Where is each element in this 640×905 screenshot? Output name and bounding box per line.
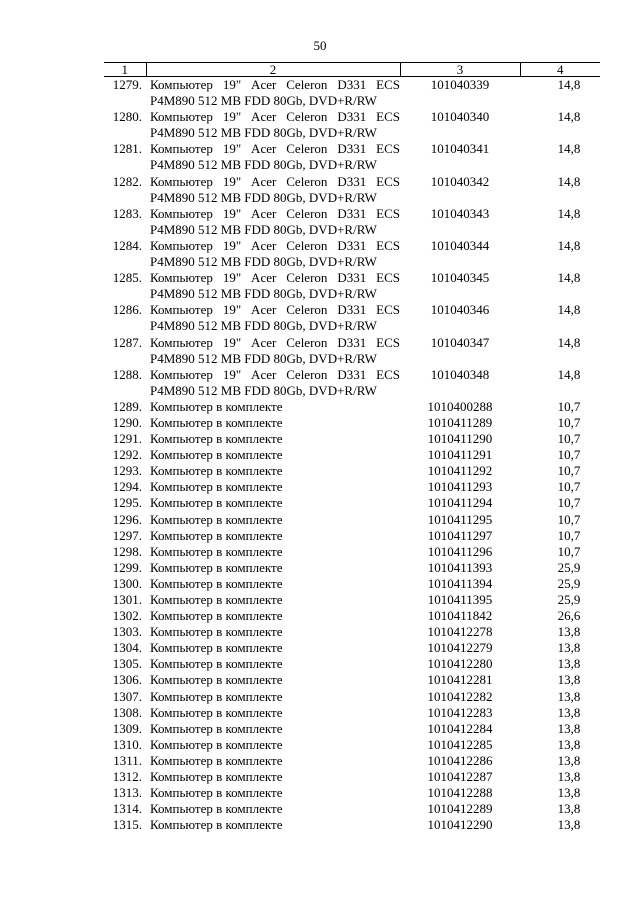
header-col-3: 3 [400, 63, 520, 77]
table-row [104, 399, 600, 415]
row-number: 1297. [112, 527, 142, 543]
inventory-code: 1010412290 [427, 817, 493, 833]
table-row [104, 785, 600, 801]
table-row [104, 753, 600, 769]
item-name [146, 672, 400, 688]
row-number: 1281. [112, 141, 142, 157]
table-row [104, 77, 600, 110]
row-number: 1287. [112, 334, 142, 350]
item-name [146, 447, 400, 463]
item-name-line-2: P4M890 512 MB FDD 80Gb, DVD+R/RW [150, 286, 377, 302]
inventory-code: 1010412284 [427, 720, 493, 736]
table-row [104, 721, 600, 737]
table-row [104, 174, 600, 206]
table-row [104, 608, 600, 624]
inventory-code: 101040348 [430, 366, 490, 382]
item-value: 13,8 [557, 752, 581, 768]
row-number: 1284. [112, 237, 142, 253]
item-value: 10,7 [557, 527, 581, 543]
table-row [104, 335, 600, 367]
inventory-code: 1010412285 [427, 736, 493, 752]
inventory-code: 101040345 [430, 270, 490, 286]
item-name [146, 302, 400, 334]
row-number: 1304. [112, 640, 142, 656]
table-row [104, 656, 600, 672]
item-name [146, 479, 400, 495]
item-name-line-1: Компьютер в комплекте [150, 398, 283, 414]
item-name [146, 141, 400, 173]
item-name [146, 769, 400, 785]
item-name [146, 721, 400, 737]
table-header [104, 63, 600, 77]
item-value: 13,8 [557, 672, 581, 688]
item-value: 10,7 [557, 495, 581, 511]
row-number: 1293. [112, 463, 142, 479]
item-value: 10,7 [557, 447, 581, 463]
row-number: 1308. [112, 704, 142, 720]
item-value: 14,8 [557, 205, 581, 221]
item-name-line-1: Компьютер 19" Acer Celeron D331 ECS [150, 205, 400, 221]
item-value: 13,8 [557, 785, 581, 801]
item-name-line-1: Компьютер в комплекте [150, 431, 283, 447]
item-name-line-1: Компьютер 19" Acer Celeron D331 ECS [150, 366, 400, 382]
item-name-line-1: Компьютер в комплекте [150, 624, 283, 640]
inventory-code: 1010412282 [427, 688, 493, 704]
item-value: 10,7 [557, 511, 581, 527]
item-name-line-1: Компьютер в комплекте [150, 785, 283, 801]
table-row [104, 801, 600, 817]
item-name [146, 689, 400, 705]
inventory-code: 101040342 [430, 173, 490, 189]
inventory-code: 1010411289 [427, 414, 493, 430]
row-number: 1306. [112, 672, 142, 688]
inventory-code: 1010411296 [427, 543, 493, 559]
item-name-line-2: P4M890 512 MB FDD 80Gb, DVD+R/RW [150, 189, 377, 205]
table-row [104, 206, 600, 238]
item-name [146, 512, 400, 528]
item-name-line-1: Компьютер в комплекте [150, 479, 283, 495]
row-number: 1313. [112, 785, 142, 801]
item-name [146, 737, 400, 753]
item-value: 10,7 [557, 398, 581, 414]
item-name-line-2: P4M890 512 MB FDD 80Gb, DVD+R/RW [150, 382, 377, 398]
item-name-line-1: Компьютер в комплекте [150, 608, 283, 624]
table-row [104, 512, 600, 528]
item-value: 14,8 [557, 302, 581, 318]
item-value: 13,8 [557, 736, 581, 752]
row-number: 1300. [112, 575, 142, 591]
item-name-line-1: Компьютер в комплекте [150, 801, 283, 817]
inventory-code: 1010411290 [427, 431, 493, 447]
item-name [146, 801, 400, 817]
table-row [104, 367, 600, 399]
table-row [104, 238, 600, 270]
item-name [146, 495, 400, 511]
item-name-line-2: P4M890 512 MB FDD 80Gb, DVD+R/RW [150, 254, 377, 270]
item-name [146, 528, 400, 544]
item-name [146, 463, 400, 479]
item-name [146, 399, 400, 415]
item-name-line-1: Компьютер в комплекте [150, 527, 283, 543]
item-name-line-1: Компьютер 19" Acer Celeron D331 ECS [150, 109, 400, 125]
row-number: 1301. [112, 592, 142, 607]
item-name-line-1: Компьютер в комплекте [150, 736, 283, 752]
item-name-line-2: P4M890 512 MB FDD 80Gb, DVD+R/RW [150, 350, 377, 366]
item-name [146, 206, 400, 238]
item-name [146, 238, 400, 270]
item-name [146, 817, 400, 833]
item-name-line-1: Компьютер в комплекте [150, 769, 283, 785]
row-number: 1282. [112, 173, 142, 189]
item-name-line-1: Компьютер в комплекте [150, 447, 283, 463]
item-value: 14,8 [557, 109, 581, 125]
inventory-code: 1010412279 [427, 640, 493, 656]
item-name-line-2: P4M890 512 MB FDD 80Gb, DVD+R/RW [150, 157, 377, 173]
item-name-line-1: Компьютер в комплекте [150, 720, 283, 736]
item-value: 13,8 [557, 656, 581, 672]
item-value: 14,8 [557, 173, 581, 189]
item-name-line-2: P4M890 512 MB FDD 80Gb, DVD+R/RW [150, 221, 377, 237]
item-name-line-1: Компьютер 19" Acer Celeron D331 ECS [150, 237, 400, 253]
row-number: 1292. [112, 447, 142, 463]
inventory-code: 1010411291 [427, 447, 493, 463]
item-value: 13,8 [557, 817, 581, 833]
item-value: 13,8 [557, 624, 581, 640]
table-row [104, 737, 600, 753]
inventory-code: 1010411842 [427, 608, 493, 624]
inventory-code: 101040344 [430, 237, 490, 253]
inventory-code: 1010412286 [427, 752, 493, 768]
item-name-line-1: Компьютер 19" Acer Celeron D331 ECS [150, 141, 400, 157]
item-name [146, 592, 400, 608]
inventory-code: 1010412289 [427, 801, 493, 817]
row-number: 1288. [112, 366, 142, 382]
table-row [104, 270, 600, 302]
table-row [104, 544, 600, 560]
row-number: 1303. [112, 624, 142, 640]
row-number: 1295. [112, 495, 142, 511]
item-value: 13,8 [557, 688, 581, 704]
row-number: 1283. [112, 205, 142, 221]
item-value: 10,7 [557, 543, 581, 559]
item-value: 10,7 [557, 479, 581, 495]
header-row [104, 63, 600, 77]
item-value: 14,8 [557, 366, 581, 382]
item-name [146, 640, 400, 656]
item-name-line-1: Компьютер в комплекте [150, 543, 283, 559]
inventory-code: 1010411395 [427, 592, 493, 607]
item-name [146, 608, 400, 624]
item-name-line-1: Компьютер в комплекте [150, 752, 283, 768]
table-row [104, 141, 600, 173]
table-row [104, 302, 600, 334]
inventory-code: 1010400288 [427, 398, 493, 414]
item-name-line-2: P4M890 512 MB FDD 80Gb, DVD+R/RW [150, 125, 377, 141]
table-row [104, 640, 600, 656]
table-row [104, 817, 600, 833]
row-number: 1302. [112, 608, 142, 624]
table-row [104, 463, 600, 479]
page-number: 50 [313, 38, 327, 53]
item-name [146, 753, 400, 769]
inventory-code: 101040341 [430, 141, 490, 157]
item-name-line-2: P4M890 512 MB FDD 80Gb, DVD+R/RW [150, 318, 377, 334]
row-number: 1309. [112, 720, 142, 736]
item-name-line-1: Компьютер 19" Acer Celeron D331 ECS [150, 302, 400, 318]
row-number: 1279. [112, 77, 142, 92]
table-row [104, 769, 600, 785]
inventory-code: 1010411393 [427, 559, 493, 575]
item-name [146, 544, 400, 560]
item-value: 14,8 [557, 270, 581, 286]
inventory-code: 101040340 [430, 109, 490, 125]
item-name [146, 270, 400, 302]
header-col-4: 4 [520, 63, 600, 77]
item-name-line-1: Компьютер в комплекте [150, 592, 283, 607]
item-value: 25,9 [557, 575, 581, 591]
inventory-code: 101040346 [430, 302, 490, 318]
item-name [146, 415, 400, 431]
inventory-code: 1010412288 [427, 785, 493, 801]
row-number: 1294. [112, 479, 142, 495]
item-name-line-1: Компьютер в комплекте [150, 656, 283, 672]
inventory-code: 101040339 [430, 77, 490, 92]
table-row [104, 528, 600, 544]
row-number: 1298. [112, 543, 142, 559]
table-row [104, 495, 600, 511]
item-name-line-1: Компьютер 19" Acer Celeron D331 ECS [150, 173, 400, 189]
inventory-code: 1010412283 [427, 704, 493, 720]
item-name-line-1: Компьютер в комплекте [150, 640, 283, 656]
inventory-code: 101040347 [430, 334, 490, 350]
item-name [146, 367, 400, 399]
table-row [104, 624, 600, 640]
row-number: 1307. [112, 688, 142, 704]
header-col-1: 1 [104, 63, 146, 77]
item-name [146, 785, 400, 801]
table-row [104, 592, 600, 608]
item-name [146, 174, 400, 206]
item-name [146, 109, 400, 141]
item-name-line-1: Компьютер в комплекте [150, 495, 283, 511]
inventory-code: 1010412287 [427, 769, 493, 785]
item-value: 10,7 [557, 414, 581, 430]
table-row [104, 431, 600, 447]
item-name-line-1: Компьютер 19" Acer Celeron D331 ECS [150, 270, 400, 286]
item-name-line-1: Компьютер в комплекте [150, 575, 283, 591]
item-name-line-2: P4M890 512 MB FDD 80Gb, DVD+R/RW [150, 93, 377, 109]
item-name-line-1: Компьютер в комплекте [150, 817, 283, 833]
row-number: 1291. [112, 431, 142, 447]
item-value: 13,8 [557, 720, 581, 736]
table-row [104, 672, 600, 688]
inventory-code: 1010412280 [427, 656, 493, 672]
item-value: 14,8 [557, 77, 581, 92]
inventory-code: 1010411294 [427, 495, 493, 511]
inventory-code: 1010412278 [427, 624, 493, 640]
item-name-line-1: Компьютер в комплекте [150, 704, 283, 720]
item-name [146, 431, 400, 447]
item-name [146, 576, 400, 592]
item-value: 25,9 [557, 592, 581, 607]
row-number: 1290. [112, 414, 142, 430]
item-value: 13,8 [557, 769, 581, 785]
item-value: 26,6 [557, 608, 581, 624]
row-number: 1315. [112, 817, 142, 833]
inventory-code: 1010412281 [427, 672, 493, 688]
row-number: 1296. [112, 511, 142, 527]
item-name [146, 624, 400, 640]
item-name [146, 560, 400, 576]
table-row [104, 560, 600, 576]
inventory-table [104, 62, 600, 833]
item-value: 13,8 [557, 801, 581, 817]
row-number: 1280. [112, 109, 142, 125]
item-name-line-1: Компьютер в комплекте [150, 463, 283, 479]
item-value: 14,8 [557, 237, 581, 253]
inventory-code: 1010411293 [427, 479, 493, 495]
table-row [104, 415, 600, 431]
inventory-code: 1010411297 [427, 527, 493, 543]
table-body [104, 77, 600, 834]
item-value: 13,8 [557, 704, 581, 720]
item-name-line-1: Компьютер в комплекте [150, 672, 283, 688]
item-name-line-1: Компьютер в комплекте [150, 688, 283, 704]
row-number: 1314. [112, 801, 142, 817]
table-row [104, 705, 600, 721]
row-number: 1310. [112, 736, 142, 752]
item-value: 10,7 [557, 431, 581, 447]
item-value: 14,8 [557, 334, 581, 350]
inventory-code: 1010411292 [427, 463, 493, 479]
item-name [146, 77, 400, 110]
item-name-line-1: Компьютер 19" Acer Celeron D331 ECS [150, 77, 400, 92]
inventory-code: 1010411295 [427, 511, 493, 527]
inventory-code: 1010411394 [427, 575, 493, 591]
row-number: 1305. [112, 656, 142, 672]
table-row [104, 447, 600, 463]
row-number: 1289. [112, 398, 142, 414]
item-name [146, 335, 400, 367]
row-number: 1312. [112, 769, 142, 785]
inventory-code: 101040343 [430, 205, 490, 221]
item-name [146, 705, 400, 721]
table-row [104, 689, 600, 705]
item-name-line-1: Компьютер в комплекте [150, 511, 283, 527]
row-number: 1286. [112, 302, 142, 318]
item-value: 10,7 [557, 463, 581, 479]
row-number: 1285. [112, 270, 142, 286]
item-name-line-1: Компьютер в комплекте [150, 414, 283, 430]
item-value: 13,8 [557, 640, 581, 656]
item-name-line-1: Компьютер в комплекте [150, 559, 283, 575]
table-row [104, 479, 600, 495]
item-name-line-1: Компьютер 19" Acer Celeron D331 ECS [150, 334, 400, 350]
row-number: 1311. [113, 752, 142, 768]
table-row [104, 576, 600, 592]
item-value: 14,8 [557, 141, 581, 157]
item-name [146, 656, 400, 672]
item-value: 25,9 [557, 559, 581, 575]
table-row [104, 109, 600, 141]
header-col-2: 2 [146, 63, 400, 77]
row-number: 1299. [112, 559, 142, 575]
